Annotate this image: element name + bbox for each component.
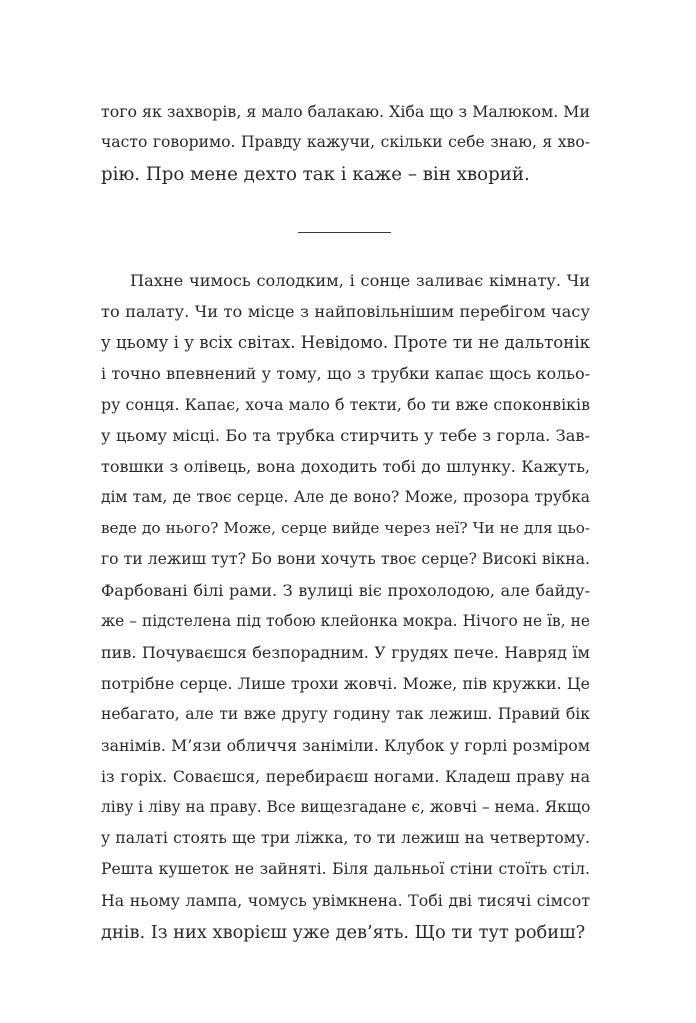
text-line: у палаті стоять ще три ліжка, то ти лежиш на четвертому. xyxy=(101,829,590,847)
text-line: рію. Про мене дехто так і каже – він хворий. xyxy=(101,164,530,185)
text-line: занімів. М’язи обличчя заніміли. Клубок у горлі розміром xyxy=(101,736,590,755)
text-line: же – підстелена під тобою клейонка мокра. Нічого не їв, не xyxy=(101,612,590,630)
text-line: у цьому місці. Бо та трубка стирчить у тебе з горла. Зав- xyxy=(101,426,590,445)
text-line: ліву і ліву на праву. Все вищезгадане є, жовчі – нема. Якщо xyxy=(101,798,591,816)
text-line: і точно впевнений у тому, що з трубки капає щось кольо- xyxy=(101,364,590,383)
paragraph-first-line: Пахне чимось солодким, і сонце заливає кімнату. Чи xyxy=(130,271,590,290)
text-line: Фарбовані білі рами. З вулиці віє прохолодою, але байду- xyxy=(101,581,590,600)
text-line: того як захворів, я мало балакаю. Хіба що з Малюком. Ми xyxy=(101,102,590,121)
text-line: часто говоримо. Правду кажучи, скільки себе знаю, я хво- xyxy=(101,133,590,151)
section-divider xyxy=(298,232,391,233)
text-line: веде до нього? Може, серце вийде через неї? Чи не для цьо- xyxy=(101,519,590,537)
text-line: го ти лежиш тут? Бо вони хочуть твоє серце? Високі вікна. xyxy=(101,550,590,568)
text-line: то палату. Чи то місце з найповільнішим перебігом часу xyxy=(101,302,590,321)
text-line: у цьому і у всіх світах. Невідомо. Проте ти не дальтонік xyxy=(101,333,591,352)
text-line: днів. Із них хворієш уже дев’ять. Що ти тут робиш? xyxy=(101,922,586,943)
text-line: дім там, де твоє серце. Але де воно? Може, прозора трубка xyxy=(101,488,590,506)
text-line: ру сонця. Капає, хоча мало б текти, бо ти вже споконвіків xyxy=(101,395,590,414)
text-line: із горіх. Соваєшся, перебираєш ногами. Кладеш праву на xyxy=(101,767,590,786)
text-line: На ньому лампа, чомусь увімкнена. Тобі дві тисячі сімсот xyxy=(101,891,590,910)
text-line: пив. Почуваєшся безпорадним. У грудях пече. Навряд їм xyxy=(101,643,590,662)
text-line: небагато, але ти вже другу годину так лежиш. Правий бік xyxy=(101,705,590,723)
text-line: Решта кушеток не зайняті. Біля дальньої стіни стоїть стіл. xyxy=(101,860,590,878)
text-line: потрібне серце. Лише трохи жовчі. Може, пів кружки. Це xyxy=(101,674,590,693)
text-line: товшки з олівець, вона доходить тобі до шлунку. Кажуть, xyxy=(101,457,590,476)
